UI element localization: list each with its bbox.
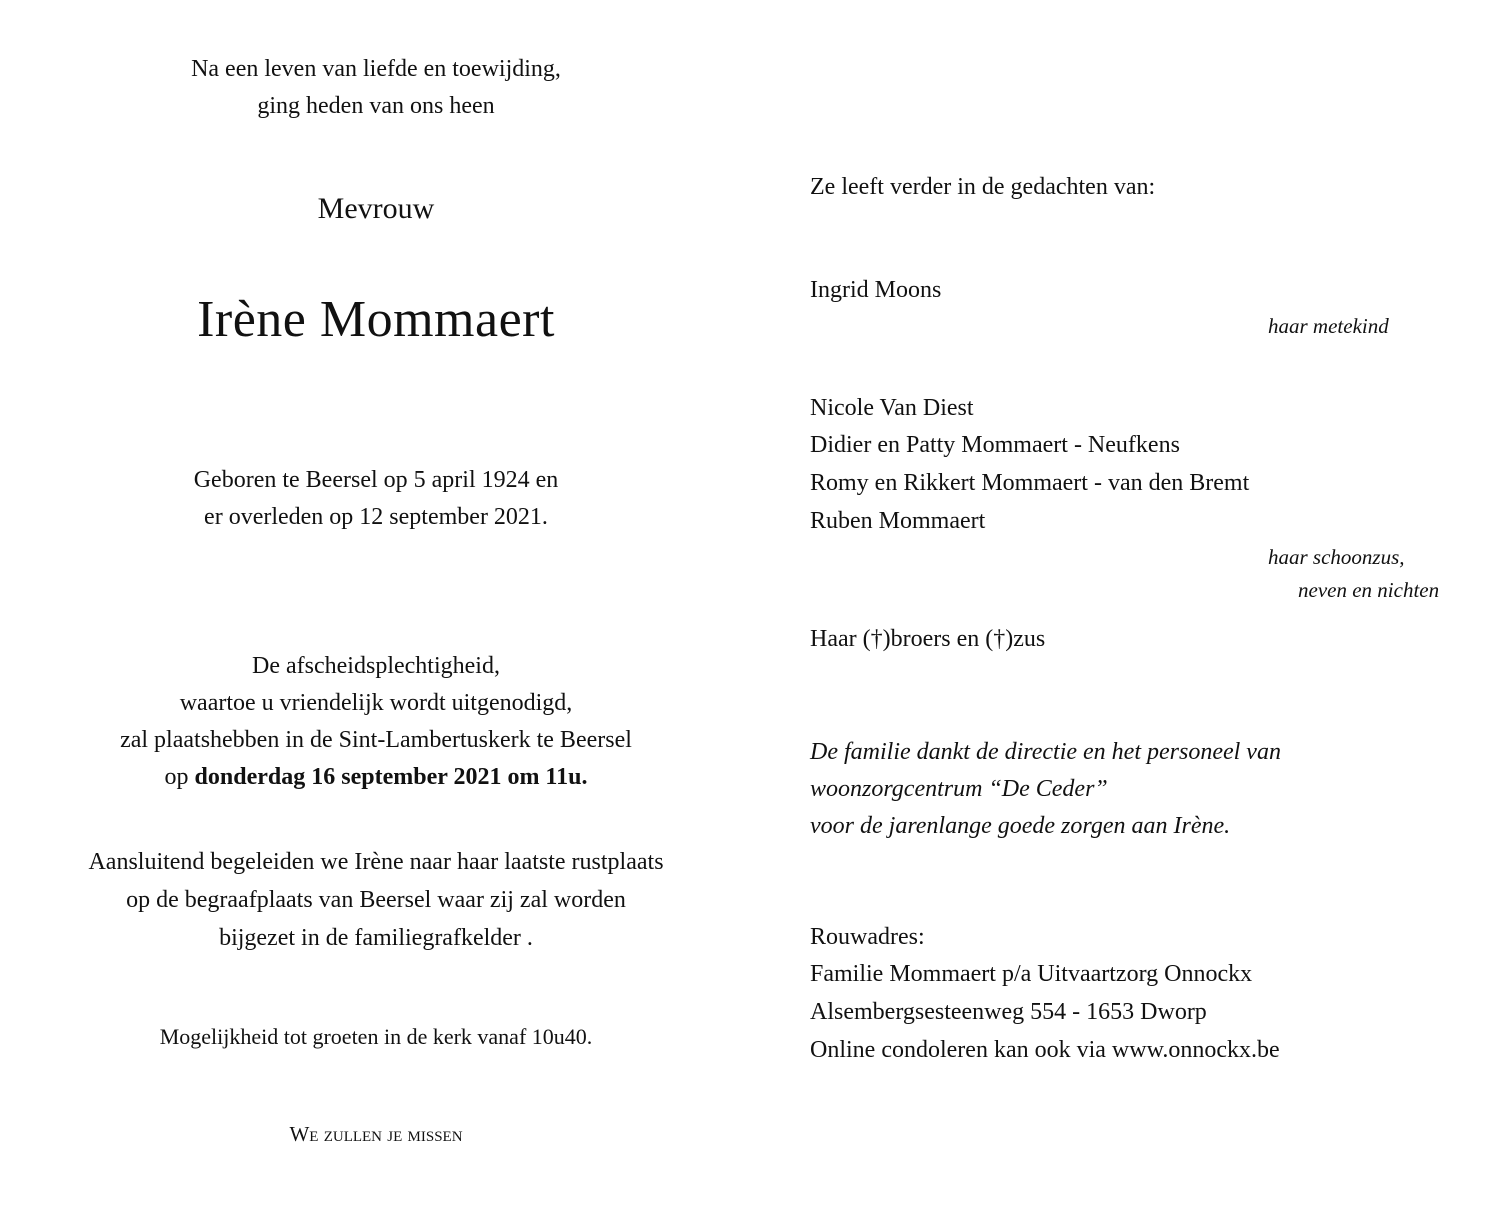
burial-line: Aansluitend begeleiden we Irène naar haar laatste rustplaats (88, 849, 664, 875)
birth-death-line: Geboren te Beersel op 5 april 1924 en (193, 467, 559, 493)
address-label: Rouwadres: (810, 924, 925, 950)
deceased-name: Irène Mommaert (197, 291, 555, 348)
intro-line: ging heden van ons heen (257, 93, 495, 119)
mourner-name: Ingrid Moons (810, 277, 942, 303)
relation-note: haar schoonzus, (1268, 545, 1405, 569)
mourner-name: Nicole Van Diest (810, 395, 974, 421)
honorific: Mevrouw (317, 192, 435, 225)
ceremony-line: waartoe u vriendelijk wordt uitgenodigd, (179, 690, 573, 716)
siblings-line: Haar (†)broers en (†)zus (810, 626, 1046, 652)
closing-line: We zullen je missen (289, 1122, 463, 1146)
visitation-note: Mogelijkheid tot groeten in de kerk vanaf 10u40. (159, 1024, 593, 1049)
online-condolence-line (810, 1032, 1280, 1069)
thanks-line: voor de jarenlange goede zorgen aan Irène. (810, 813, 1231, 839)
ceremony-line: De afscheidsplechtigheid, (252, 653, 500, 679)
mourner-name: Didier en Patty Mommaert - Neufkens (810, 432, 1180, 458)
online-prefix: Online condoleren kan ook via (810, 1037, 1112, 1063)
mourner-name: Ruben Mommaert (810, 508, 986, 534)
birth-death-line: er overleden op 12 september 2021. (204, 504, 548, 530)
thanks-line: woonzorgcentrum “De Ceder” (810, 776, 1108, 802)
burial-line: bijgezet in de familiegrafkelder . (219, 925, 533, 951)
thanks-line: De familie dankt de directie en het personeel van (810, 739, 1281, 765)
address-line: Alsembergsesteenweg 554 - 1653 Dworp (810, 999, 1207, 1025)
burial-line: op de begraafplaats van Beersel waar zij zal worden (126, 887, 626, 913)
mourner-name: Romy en Rikkert Mommaert - van den Bremt (810, 470, 1250, 496)
ceremony-line: zal plaatshebben in de Sint-Lambertuskerk te Beersel (120, 727, 632, 753)
remembered-by-heading: Ze leeft verder in de gedachten van: (810, 174, 1156, 200)
condolence-link[interactable]: www.onnockx.be (1111, 1037, 1280, 1063)
ceremony-date-line (0, 759, 752, 796)
ceremony-date: donderdag 16 september 2021 om 11u. (194, 764, 588, 790)
relation-note: haar metekind (1268, 314, 1389, 338)
relation-note: neven en nichten (1298, 578, 1440, 602)
intro-line: Na een leven van liefde en toewijding, (191, 56, 561, 82)
ceremony-date-prefix: op (164, 764, 195, 790)
address-line: Familie Mommaert p/a Uitvaartzorg Onnockx (810, 961, 1253, 987)
